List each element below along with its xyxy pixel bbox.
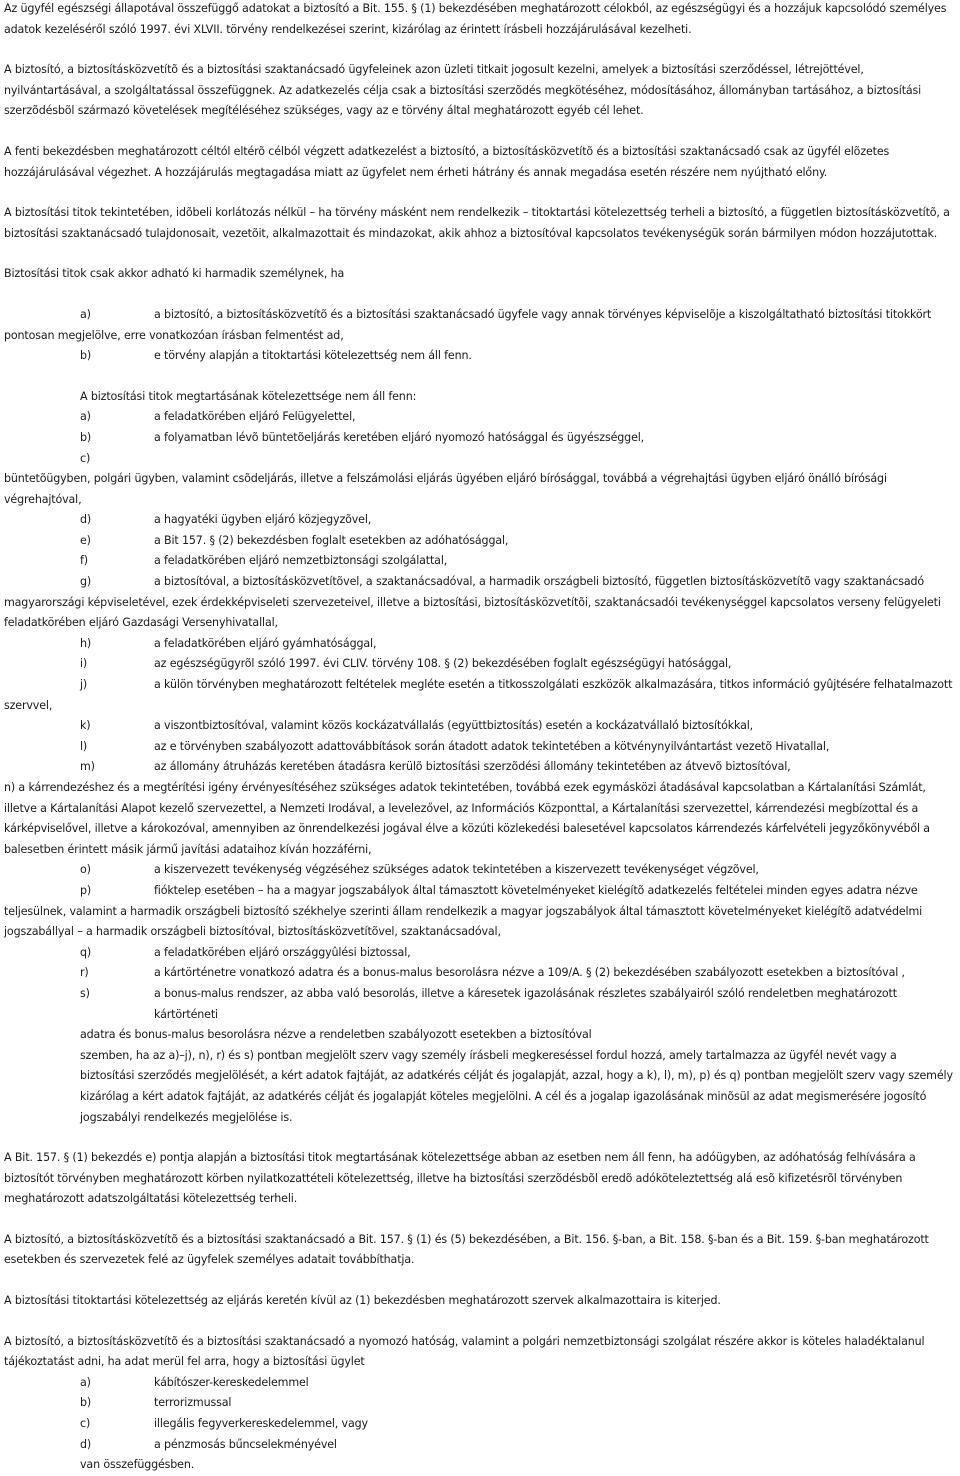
paragraph-business-secrets: A biztosító, a biztosításközvetítõ és a biztosítási szaktanácsadó ügyfeleinek azon üzleti titkait jogosult kezelni, amelyek a biztosítási szerződéssel, létrejöttével, nyilvántartásával, a szolgáltatással összefüggnek. Az adatkezelés célja csak a biztosítási szerzõdés megkötéséhez, módosításához, állományban tartásához, a biztosítási szerzõdésbõl származó követelések megítéléséhez szükséges, vagy az e törvény által meghatározott egyéb cél lehet. xyxy=(4,63,922,118)
item-label: c) xyxy=(80,451,91,465)
item-text: a bonus-malus rendszer, az abba való besorolás, illetve a káresetek igazolásának részletes szabályairól szóló rendeletben meghatározott kártörténeti xyxy=(154,986,897,1021)
item-text: a Bit 157. § (2) bekezdésben foglalt esetekben az adóhatósággal, xyxy=(154,533,509,547)
list-item xyxy=(4,881,954,902)
item-label: d) xyxy=(80,513,92,527)
item-text: a feladatkörében eljáró Felügyelettel, xyxy=(154,410,356,424)
list-item xyxy=(4,551,954,572)
item-text-continued: teljesülnek, valamint a harmadik országbeli biztosító székhelye szerinti állam rendelkezik a magyar jogszabályok által támasztott követelményeket kielégítõ adatvédelmi jogszabállyal – a harmadik országbeli biztosítóval, biztosításközvetítõvel, szaktanácsadóval, xyxy=(4,904,923,939)
item-text: a viszontbiztosítóval, valamint közös kockázatvállalás (együttbiztosítás) esetén a kockázatvállaló biztosítókkal, xyxy=(154,719,754,733)
closing-line: van összefüggésben. xyxy=(80,1458,195,1472)
paragraph-confidentiality-duty: A biztosítási titok tekintetében, idõbeli korlátozás nélkül – ha törvény másként nem rendelkezik – titoktartási kötelezettség terheli a biztosító, a független biztosításközvetítõ, a biztosítási szaktanácsadó tulajdonosait, vezetõit, alkalmazottait és mindazokat, akik ahhoz a biztosítóval kapcsolatos tevékenységük során bármilyen módon hozzájutottak. xyxy=(4,206,950,240)
item-label: o) xyxy=(80,863,91,877)
item-text: a kiszervezett tevékenység végzéséhez szükséges adatok tekintetében a kiszervezett tevékenységet végzõvel, xyxy=(154,863,759,877)
item-text: a pénzmosás bűncselekményével xyxy=(154,1437,337,1451)
list-item xyxy=(4,531,954,552)
item-label: b) xyxy=(80,1396,92,1410)
item-text: a folyamatban lévõ büntetõeljárás keretében eljáró nyomozó hatósággal és ügyészséggel, xyxy=(154,430,645,444)
item-text: az egészségügyrõl szóló 1997. évi CLIV. törvény 108. § (2) bekezdésében foglalt egészségügyi hatósággal, xyxy=(154,657,732,671)
item-label: f) xyxy=(80,554,88,568)
list-item-n: n) a kárrendezéshez és a megtérítési igény érvényesítéséhez szükséges adatok tekintetében, továbbá ezek egymásközi átadásával kapcsolatban a Kártalanítási Számlát, illetve a Kártalanítási Alapot kezelő szervezettel, a Nemzeti Irodával, a levelezővel, az Információs Központtal, a Kártalanítási szervezettel, kárrendezési megbízottal és a kárképviselővel, illetve a károkozóval, amennyiben az önrendelkezési jogával élve a közúti közlekedési balesetével kapcsolatos kárrendezés kárfelvételi jegyzőkönyvéből a balesetben érintett másik jármű javítási adataihoz kíván hozzáférni, xyxy=(4,781,930,856)
item-label: g) xyxy=(80,575,92,589)
list-item xyxy=(4,346,954,367)
list-item xyxy=(4,1373,954,1394)
item-text: a feladatkörében eljáró nemzetbiztonsági szolgálattal, xyxy=(154,554,448,568)
item-label: c) xyxy=(80,1417,91,1431)
item-text: terrorizmussal xyxy=(154,1396,232,1410)
item-text: a hagyatéki ügyben eljáró közjegyzõvel, xyxy=(154,513,372,527)
item-label: i) xyxy=(80,657,88,671)
paragraph-consent: A fenti bekezdésben meghatározott céltól eltérõ célból végzett adatkezelést a biztosító, a biztosításközvetítõ és a biztosítási szaktanácsadó csak az ügyfél elõzetes hozzájárulásával végezhet. A hozzájárulás megtagadása miatt az ügyfelet nem érheti hátrány és annak megadása esetén részére nem nyújtható előny. xyxy=(4,144,890,179)
list-item xyxy=(4,943,954,964)
item-label: b) xyxy=(80,349,92,363)
list-crimes xyxy=(4,1373,954,1455)
item-label: h) xyxy=(80,636,92,650)
paragraph-third-party: Biztosítási titok csak akkor adható ki harmadik személynek, ha xyxy=(4,267,345,281)
list-item xyxy=(4,1414,954,1435)
list-item xyxy=(4,963,954,984)
list-item xyxy=(4,860,954,881)
list-item xyxy=(4,716,954,737)
item-text: e törvény alapján a titoktartási kötelezettség nem áll fenn. xyxy=(154,349,472,363)
item-label: a) xyxy=(80,307,91,321)
item-label: p) xyxy=(80,883,92,897)
list-third-party xyxy=(4,305,954,367)
item-text: a feladatkörében eljáró országgyûlési biztossal, xyxy=(154,945,411,959)
item-label: k) xyxy=(80,719,91,733)
list-item xyxy=(4,984,954,1025)
item-label: r) xyxy=(80,966,89,980)
item-label: m) xyxy=(80,760,95,774)
list-item xyxy=(4,1393,954,1414)
item-text: kábítószer-kereskedelemmel xyxy=(154,1375,309,1389)
paragraph-request-conditions: szemben, ha az a)–j), n), r) és s) pontban megjelölt szerv vagy személy írásbeli megkereséssel fordul hozzá, amely tartalmazza az ügyfél nevét vagy a biztosítási szerződés megjelölését, a kért adatok fajtáját, az adatkérés célját és jogalapját, azzal, hogy a k), l), m), p) és q) pontban megjelölt szerv vagy személy kizárólag a kért adatok fajtáját, az adatkérés célját és jogalapját köteles megjelölni. A cél és a jogalap igazolásának minõsül az adat megismerésére jogosító jogszabályi rendelkezés megjelölése is. xyxy=(80,1048,953,1124)
item-text: büntetõügyben, polgári ügyben, valamint csõdeljárás, illetve a felszámolási eljárás ügyében eljáró bírósággal, továbbá a végrehajtási ügyben eljáró önálló bírósági végrehajtóval, xyxy=(4,472,887,506)
item-text: az állomány átruházás keretében átadásra kerülõ biztosítási szerzõdési állomány tekintetében az átvevõ biztosítóval, xyxy=(154,760,791,774)
list-item xyxy=(4,449,954,470)
item-text: a biztosítóval, a biztosításközvetítõvel, a szaktanácsadóval, a harmadik országbeli biztosító, független biztosításközvetítõ vagy szaktanácsadó xyxy=(154,575,925,589)
item-label: d) xyxy=(80,1437,92,1451)
item-text: a biztosító, a biztosításközvetítõ és a biztosítási szaktanácsadó ügyfele vagy annak törvényes képviselõje a kiszolgáltatható biztosítási titokkört pontosan megjelölve, erre vonatkozóan írásban felmentést ad, xyxy=(4,307,932,342)
paragraph-health-data: Az ügyfél egészségi állapotával összefüggő adatokat a biztosító a Bit. 155. § (1) bekezdésében meghatározott célokból, az egészségügyi és a hozzájuk kapcsolódó személyes adatok kezeléséről szóló 1997. évi XLVII. törvény rendelkezései szerint, kizárólag az érintett írásbeli hozzájárulásával kezelheti. xyxy=(4,2,947,36)
paragraph-inform-authorities: A biztosító, a biztosításközvetítõ és a biztosítási szaktanácsadó a nyomozó hatóság, valamint a polgári nemzetbiztonsági szolgálat részére akkor is köteles haladéktalanul tájékoztatást adni, ha adat merül fel arra, hogy a biztosítási ügylet xyxy=(4,1334,925,1369)
item-text: fióktelep esetében – ha a magyar jogszabályok által támasztott követelményeket kielégítõ adatkezelés feltételei minden egyes adatra nézve xyxy=(154,883,918,897)
list-item xyxy=(4,654,954,675)
item-label: j) xyxy=(80,678,88,692)
item-text: az e törvényben szabályozott adattovábbítások során átadott adatok tekintetében a kötvénynyilvántartást vezetõ Hivatallal, xyxy=(154,739,830,753)
item-label: b) xyxy=(80,430,92,444)
list-item xyxy=(4,428,954,449)
item-text: a feladatkörében eljáró gyámhatósággal, xyxy=(154,636,377,650)
list-item xyxy=(4,407,954,428)
paragraph-data-transfer: A biztosító, a biztosításközvetítõ és a biztosítási szaktanácsadó a Bit. 157. § (1) és (5) bekezdésében, a Bit. 156. §-ban, a Bit. 158. §-ban és a Bit. 159. §-ban meghatározott esetekben és szervezetek felé az ügyfelek személyes adatait továbbíthatja. xyxy=(4,1232,929,1267)
item-label: l) xyxy=(80,739,88,753)
item-label: a) xyxy=(80,1375,91,1389)
list-item xyxy=(4,634,954,655)
item-text-continued: magyarországi képviseletével, ezek érdekképviseleti szervezeteivel, illetve a biztosítási, biztosításközvetítõi, szaktanácsadói tevékenységgel kapcsolatos verseny felügyeleti feladatkörében eljáró Gazdasági Versenyhivatallal, xyxy=(4,595,941,630)
list-item xyxy=(4,737,954,758)
item-text: a külön törvényben meghatározott feltételek megléte esetén a titkosszolgálati eszközök alkalmazására, titkos információ gyûjtésére felhatalmazott xyxy=(154,678,953,692)
list-item xyxy=(4,510,954,531)
list-item xyxy=(4,675,954,696)
paragraph-tax-authority: A Bit. 157. § (1) bekezdés e) pontja alapján a biztosítási titok megtartásának kötelezettsége abban az esetben nem áll fenn, ha adóügyben, az adóhatóság felhívására a biztosítót törvényben meghatározott körben nyilatkozattételi kötelezettség, illetve ha biztosítási szerzõdésbõl eredõ adóköteleztettség alá esõ kifizetésrõl törvényben meghatározott adatszolgáltatási kötelezettség terheli. xyxy=(4,1151,916,1206)
list-exceptions xyxy=(4,407,954,1128)
item-label: s) xyxy=(80,986,90,1000)
item-text-continued: adatra és bonus-malus besorolásra nézve a rendeletben szabályozott esetekben a biztosítóval xyxy=(80,1028,592,1042)
list-item xyxy=(4,1435,954,1456)
item-label: e) xyxy=(80,533,91,547)
item-text: a kártörténetre vonatkozó adatra és a bonus-malus besorolásra nézve a 109/A. § (2) bekezdésében szabályozott esetekben a biztosítóval , xyxy=(154,966,905,980)
paragraph-not-apply: A biztosítási titok megtartásának kötelezettsége nem áll fenn: xyxy=(80,389,417,403)
item-label: q) xyxy=(80,945,92,959)
item-label: a) xyxy=(80,410,91,424)
item-text: illegális fegyverkereskedelemmel, vagy xyxy=(154,1417,368,1431)
list-item xyxy=(4,757,954,778)
list-item xyxy=(4,572,954,593)
list-item xyxy=(4,305,954,346)
item-text-continued: szervvel, xyxy=(4,698,53,712)
paragraph-outside-procedure: A biztosítási titoktartási kötelezettség az eljárás keretén kívül az (1) bekezdésben meghatározott szervek alkalmazottaira is kiterjed. xyxy=(4,1294,721,1308)
